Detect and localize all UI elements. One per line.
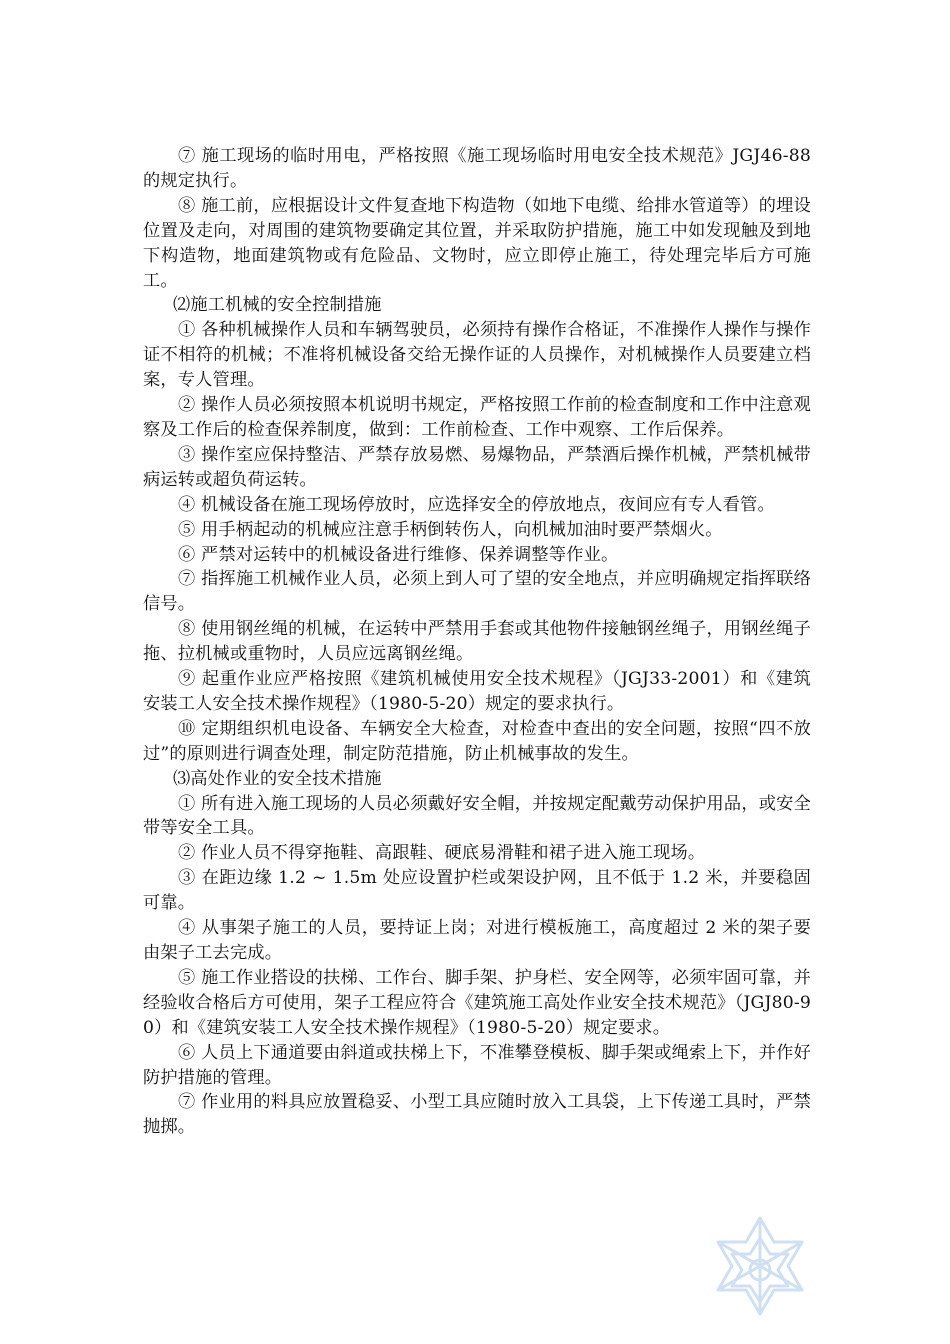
- paragraph: ⑧ 使用钢丝绳的机械，在运转中严禁用手套或其他物件接触钢丝绳子，用钢丝绳子拖、拉机械或重物时，人员应远离钢丝绳。: [143, 619, 811, 665]
- document-body: [143, 144, 811, 1140]
- paragraph: ③ 操作室应保持整洁、严禁存放易燃、易爆物品，严禁酒后操作机械，严禁机械带病运转或超负荷运转。: [143, 444, 811, 490]
- paragraph: ⑨ 起重作业应严格按照《建筑机械使用安全技术规程》（JGJ33-2001）和《建筑安装工人安全技术操作规程》（1980-5-20）规定的要求执行。: [143, 669, 811, 714]
- paragraph: ④ 从事架子施工的人员，要持证上岗；对进行模板施工，高度超过 2 米的架子要由架子工去完成。: [143, 918, 811, 963]
- paragraph: ① 各种机械操作人员和车辆驾驶员，必须持有操作合格证，不准操作人操作与操作证不相符的机械；不准将机械设备交给无操作证的人员操作，对机械操作人员要建立档案，专人管理。: [143, 320, 811, 391]
- snowflake-logo-icon: [700, 1212, 820, 1332]
- paragraph: ⑦ 指挥施工机械作业人员，必须上到人可了望的安全地点，并应明确规定指挥联络信号。: [143, 569, 811, 615]
- paragraph: ⑤ 施工作业搭设的扶梯、工作台、脚手架、护身栏、安全网等，必须牢固可靠，并经验收合格后方可使用，架子工程应符合《建筑施工高处作业安全技术规范》（JGJ80-90）和《建筑安装工人安全技术操作规程》（1980-5-20）规定要求。: [143, 967, 811, 1038]
- paragraph: ⑩ 定期组织机电设备、车辆安全大检查，对检查中查出的安全问题，按照“四不放过”的原则进行调查处理，制定防范措施，防止机械事故的发生。: [143, 718, 811, 764]
- paragraph: ① 所有进入施工现场的人员必须戴好安全帽，并按规定配戴劳动保护用品，或安全带等安全工具。: [143, 793, 811, 839]
- paragraph: ⑥ 人员上下通道要由斜道或扶梯上下，不准攀登模板、脚手架或绳索上下，并作好防护措施的管理。: [143, 1042, 811, 1088]
- paragraph: ② 操作人员必须按照本机说明书规定，严格按照工作前的检查制度和工作中注意观察及工作后的检查保养制度，做到：工作前检查、工作中观察、工作后保养。: [143, 395, 811, 440]
- paragraph: ④ 机械设备在施工现场停放时，应选择安全的停放地点，夜间应有专人看管。: [178, 494, 775, 515]
- paragraph: ⑧ 施工前，应根据设计文件复查地下构造物（如地下电缆、给排水管道等）的埋设位置及走向，对周围的建筑物要确定其位置，并采取防护措施，施工中如发现触及到地下构造物，地面建筑物或有危险品、文物时，应立即停止施工，待处理完毕后方可施工。: [143, 195, 811, 291]
- section-heading: ⑵施工机械的安全控制措施: [173, 295, 382, 316]
- paragraph: ③ 在距边缘 1.2 ~ 1.5m 处应设置护栏或架设护网，且不低于 1.2 米，并要稳固可靠。: [143, 868, 811, 914]
- paragraph: ⑥ 严禁对运转中的机械设备进行维修、保养调整等作业。: [178, 544, 619, 565]
- paragraph: ② 作业人员不得穿拖鞋、高跟鞋、硬底易滑鞋和裙子进入施工现场。: [178, 843, 706, 864]
- paragraph: ⑦ 作业用的料具应放置稳妥、小型工具应随时放入工具袋，上下传递工具时，严禁抛掷。: [143, 1092, 811, 1138]
- section-heading: ⑶高处作业的安全技术措施: [173, 768, 382, 789]
- paragraph: ⑦ 施工现场的临时用电，严格按照《施工现场临时用电安全技术规范》JGJ46-88 的规定执行。: [143, 146, 811, 191]
- paragraph: ⑤ 用手柄起动的机械应注意手柄倒转伤人，向机械加油时要严禁烟火。: [178, 519, 723, 540]
